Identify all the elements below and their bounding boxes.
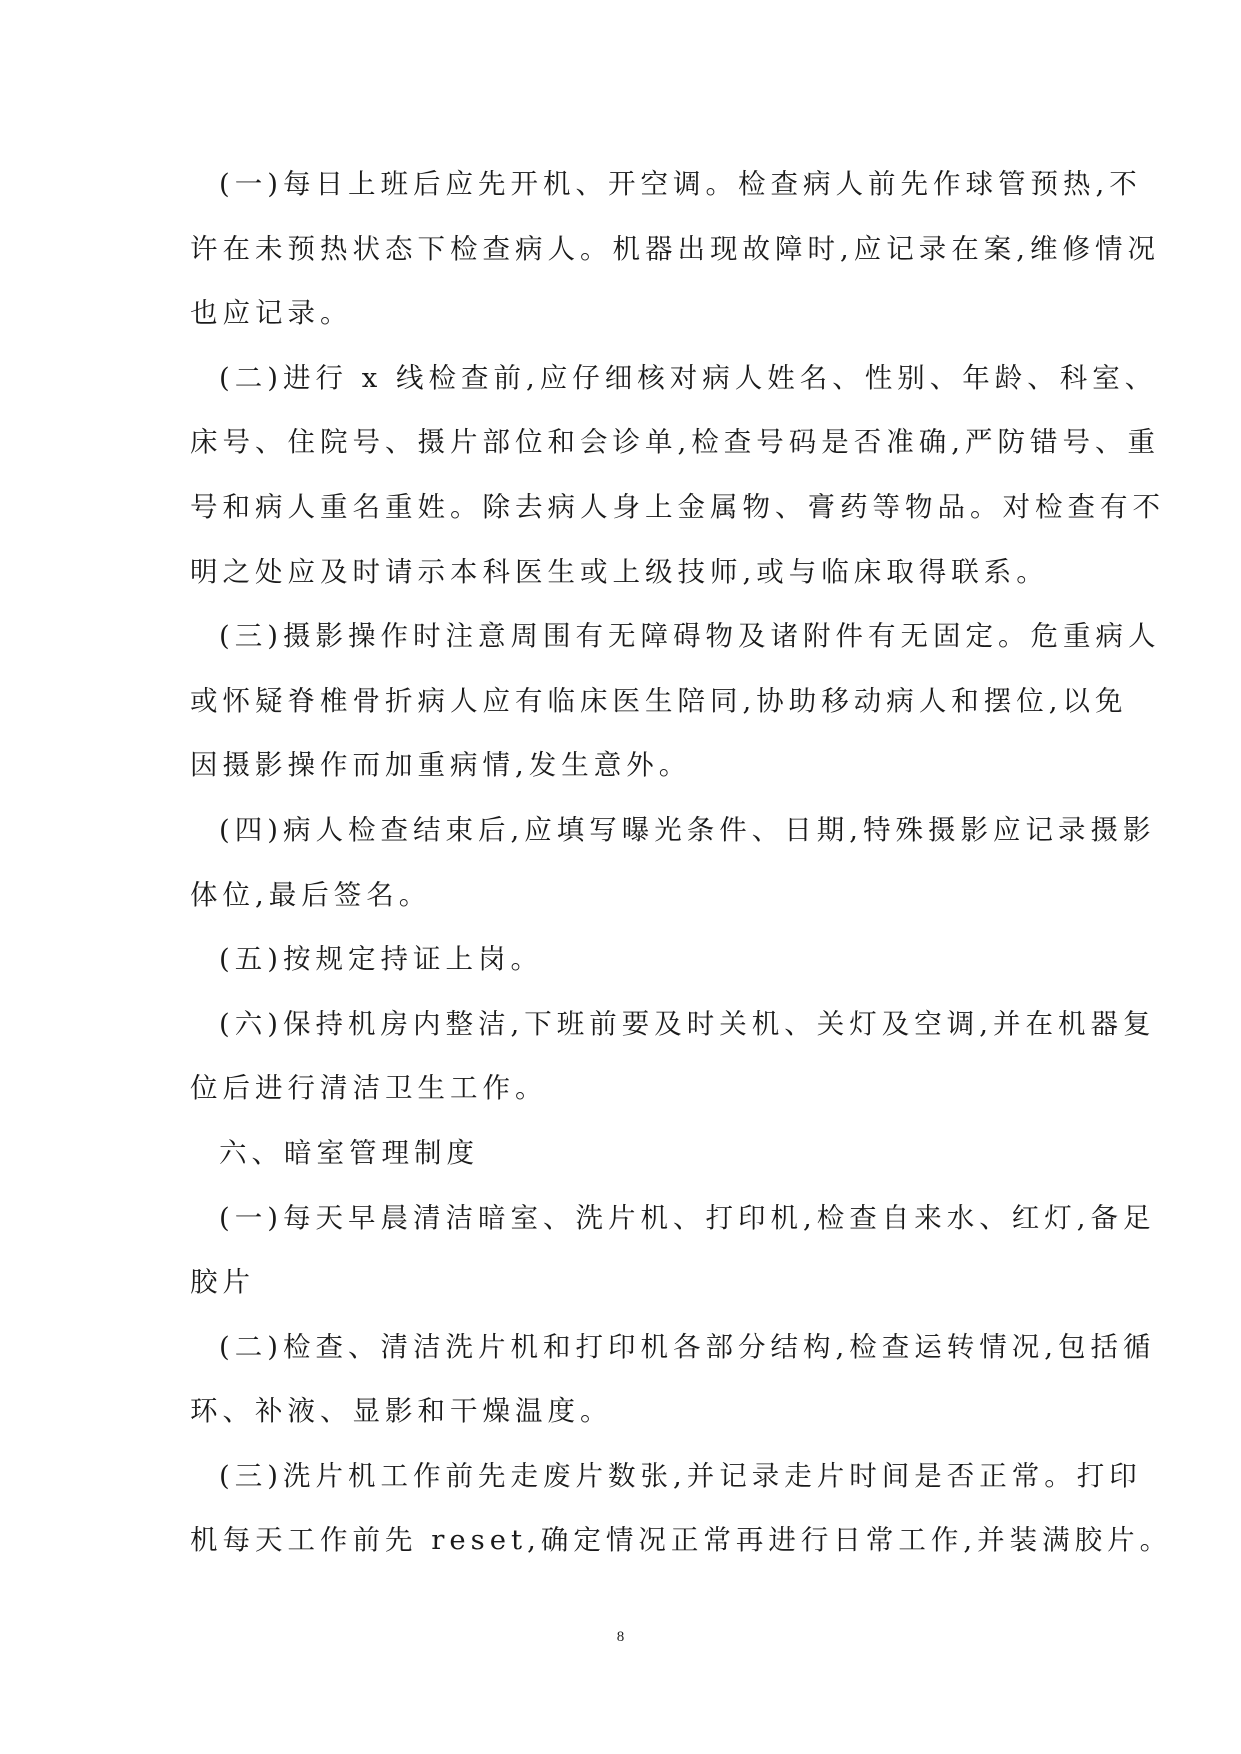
text-line: (四)病人检查结束后,应填写曝光条件、日期,特殊摄影应记录摄影 xyxy=(219,813,1156,846)
text-line: (一)每天早晨清洁暗室、洗片机、打印机,检查自来水、红灯,备足 xyxy=(219,1201,1156,1234)
text-line: 也应记录。 xyxy=(190,297,353,330)
text-line: 机每天工作前先 reset,确定情况正常再进行日常工作,并装满胶片。 xyxy=(190,1524,1173,1557)
text-line: 床号、住院号、摄片部位和会诊单,检查号码是否准确,严防错号、重 xyxy=(190,426,1160,459)
text-line: 位后进行清洁卫生工作。 xyxy=(190,1072,548,1105)
text-line: (一)每日上班后应先开机、开空调。检查病人前先作球管预热,不 xyxy=(219,168,1142,200)
text-line: (五)按规定持证上岗。 xyxy=(219,943,543,976)
text-line: 许在未预热状态下检查病人。机器出现故障时,应记录在案,维修情况 xyxy=(190,232,1160,265)
text-line: (二)进行 x 线检查前,应仔细核对病人姓名、性别、年龄、科室、 xyxy=(219,361,1158,394)
text-line: 体位,最后签名。 xyxy=(190,878,432,911)
page-number: 8 xyxy=(616,1629,625,1645)
text-line: 或怀疑脊椎骨折病人应有临床医生陪同,协助移动病人和摆位,以免 xyxy=(190,684,1128,717)
text-line: 环、补液、显影和干燥温度。 xyxy=(190,1395,613,1428)
text-line: 明之处应及时请示本科医生或上级技师,或与临床取得联系。 xyxy=(190,555,1049,588)
text-line: 胶片 xyxy=(190,1266,255,1299)
text-line: (三)洗片机工作前先走废片数张,并记录走片时间是否正常。打印 xyxy=(219,1459,1142,1492)
text-line: 号和病人重名重姓。除去病人身上金属物、膏药等物品。对检查有不 xyxy=(190,490,1165,523)
text-line: (三)摄影操作时注意周围有无障碍物及诸附件有无固定。危重病人 xyxy=(219,620,1161,653)
text-line: (二)检查、清洁洗片机和打印机各部分结构,检查运转情况,包括循 xyxy=(219,1330,1156,1363)
text-line: (六)保持机房内整洁,下班前要及时关机、关灯及空调,并在机器复 xyxy=(219,1007,1156,1040)
document-body xyxy=(190,152,1173,1573)
text-line: 因摄影操作而加重病情,发生意外。 xyxy=(190,749,692,782)
text-line: 六、暗室管理制度 xyxy=(219,1136,479,1169)
